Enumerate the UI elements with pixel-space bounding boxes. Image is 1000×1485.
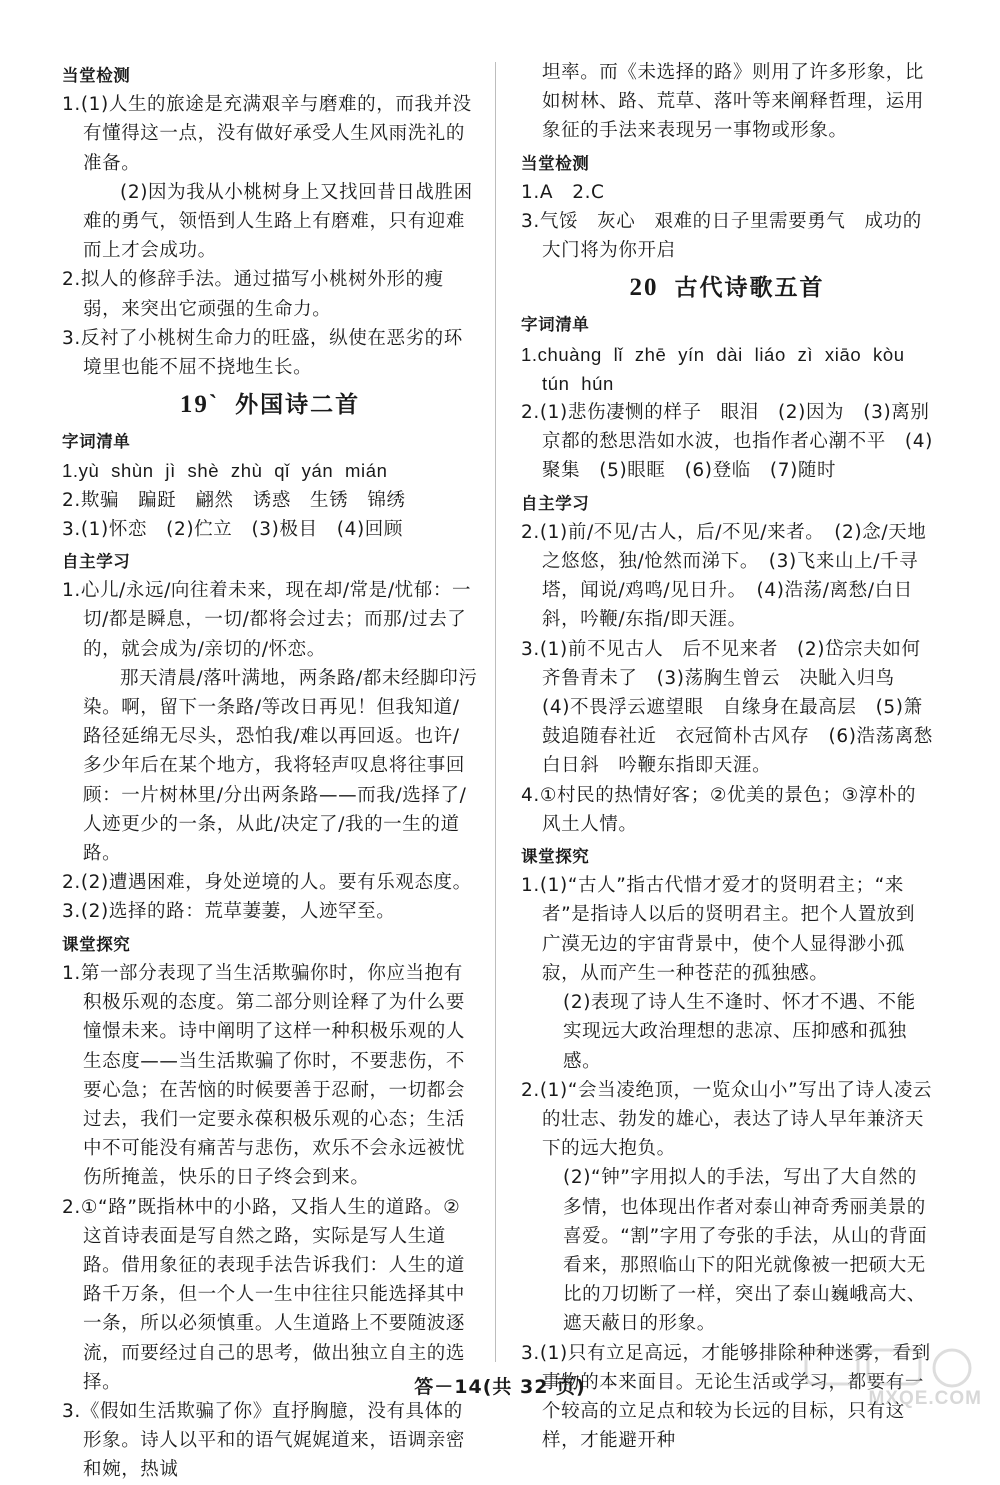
answer-item: 2.(1)前/不见/古人，后/不见/来者。 (2)念/天地之悠悠，独/怆然而涕下。 (3)飞来山上/千寻塔，闻说/鸡鸣/见日升。 (4)浩荡/离愁/白日斜，吟鞭/东指/即天涯。: [521, 521, 927, 631]
lesson-title: [521, 272, 933, 304]
answer-item: 2.(2)遭遇困难，身处逆境的人。要有乐观态度。: [62, 872, 472, 894]
answer-item: 3.(2)选择的路：荒草萋萋，人迹罕至。: [62, 901, 396, 923]
answer-item: 那天清晨/落叶满地，两条路/都未经脚印污染。啊，留下一条路/等改日再见！但我知道/路径延绵无尽头，恐怕我/难以再回返。也许/多少年后在某个地方，我将轻声叹息将往事回顾：一片树林里/分出两条路——而我/选择了/人迹更少的一条，从此/决定了/我的一生的道路。: [83, 667, 478, 865]
answer-item: 1.(1)人生的旅途是充满艰辛与磨难的，而我并没有懂得这一点，没有做好承受人生风雨洗礼的准备。: [62, 94, 472, 174]
answer-item: 1.第一部分表现了当生活欺骗你时，你应当抱有积极乐观的态度。第二部分则诠释了为什么要憧憬未来。诗中阐明了这样一种积极乐观的人生态度——当生活欺骗了你时，不要悲伤，不要心急；在苦恼的时候要善于忍耐，一切都会过去，我们一定要永葆积极乐观的心态；生活中不可能没有痛苦与悲伤，欢乐不会永远被忧伤所掩盖，快乐的日子终会到来。: [62, 962, 466, 1189]
lesson-title: [62, 389, 478, 421]
answer-item: 3.(1)前不见古人 后不见来者 (2)岱宗夫如何 齐鲁青未了 (3)荡胸生曾云 决眦入归鸟 (4)不畏浮云遮望眼 自缘身在最高层 (5)箫鼓追随春社近 衣冠简朴古风存 (6)浩荡离愁白日斜 吟鞭东指即天涯。: [521, 638, 940, 777]
section-heading: 字词清单: [62, 432, 131, 452]
section-heading: 当堂检测: [62, 66, 131, 85]
answer-item: 3.《假如生活欺骗了你》直抒胸臆，没有具体的形象。诗人以平和的语气娓娓道来，语调亲密和婉，热诚: [62, 1400, 466, 1481]
lesson-name: 外国诗二首: [235, 392, 361, 419]
section-heading: 字词清单: [521, 315, 590, 335]
answer-item: (2)“钟”字用拟人的手法，写出了大自然的多情，也体现出作者对泰山神奇秀丽美景的喜爱。“割”字用了夸张的手法，从山的背面看来，那照临山下的阳光就像被一把硕大无比的刀切断了一样，突出了泰山巍峨高大、遮天蔽日的形象。: [563, 1167, 928, 1335]
page-number: 答－14(共 32 页): [414, 1376, 586, 1398]
answer-item: 3.(1)怀恋 (2)伫立 (3)极目 (4)回顾: [62, 518, 403, 540]
watermark-logo: [802, 1346, 992, 1412]
pinyin-answers: 1.chuàng lǐ zhē yín dài liáo zì xiāo kòu tún hún: [521, 343, 905, 394]
pinyin-answers: 1.yù shùn jì shè zhù qǐ yán mián: [62, 460, 388, 482]
answer-item: (2)表现了诗人生不逢时、怀才不遇、不能实现远大政治理想的悲凉、压抑感和孤独感。: [563, 992, 916, 1072]
section-heading: 当堂检测: [521, 153, 590, 173]
column-divider: [495, 62, 496, 1362]
answer-item: (2)因为我从小桃树身上又找回昔日战胜困难的勇气，领悟到人生路上有磨难，只有迎难而上才会成功。: [83, 181, 473, 262]
answer-item: 1.A 2.C: [521, 181, 605, 203]
lesson-name: 古代诗歌五首: [674, 275, 825, 302]
section-heading: 自主学习: [521, 493, 590, 513]
answer-item: 2.欺骗 蹁跹 翩然 诱惑 生锈 锦绣: [62, 489, 406, 511]
answer-item: 1.心儿/永远/向往着未来，现在却/常是/忧郁：一切/都是瞬息，一切/都将会过去；而那/过去了的，就会成为/亲切的/怀恋。: [62, 580, 472, 660]
lesson-number: 19`: [179, 391, 220, 419]
section-heading: 课堂探究: [62, 934, 131, 954]
right-column: [521, 58, 940, 1455]
answer-item: 3.气馁 灰心 艰难的日子里需要勇气 成功的大门将为你开启: [521, 211, 922, 262]
section-heading: 课堂探究: [521, 847, 590, 867]
answer-item: 2.拟人的修辞手法。通过描写小桃树外形的瘦弱，来突出它顽强的生命力。: [62, 269, 444, 320]
left-column: [62, 58, 478, 1485]
answer-continuation: 坦率。而《未选择的路》则用了许多形象，比如树林、路、荒草、落叶等来阐释哲理，运用象征的手法来表现另一事物或形象。: [542, 62, 925, 142]
answer-item: 3.(1)只有立足高远，才能够排除种种迷雾，看到事物的本来面目。无论生活或学习，都要有一个较高的立足点和较为长远的目标，只有这样，才能避开种: [521, 1342, 931, 1452]
answer-item: 2.(1)悲伤凄恻的样子 眼泪 (2)因为 (3)离别京都的愁思浩如水波，也指作者心潮不平 (4)聚集 (5)眼眶 (6)登临 (7)随时: [521, 402, 933, 482]
answer-item: 4.①村民的热情好客；②优美的景色；③淳朴的风土人情。: [521, 784, 917, 835]
lesson-number: 20: [629, 274, 659, 302]
answer-item: 1.(1)“古人”指古代惜才爱才的贤明君主；“来者”是指诗人以后的贤明君主。把个人置放到广漠无边的宇宙背景中，使个人显得渺小孤寂，从而产生一种苍茫的孤独感。: [521, 875, 916, 984]
answer-item: 2.(1)“会当凌绝顶，一览众山小”写出了诗人凌云的壮志、勃发的雄心，表达了诗人早年兼济天下的远大抱负。: [521, 1079, 933, 1160]
answer-item: 3.反衬了小桃树生命力的旺盛，纵使在恶劣的环境里也能不屈不挠地生长。: [62, 327, 463, 379]
answer-item: 2.①“路”既指林中的小路，又指人生的道路。②这首诗表面是写自然之路，实际是写人生道路。借用象征的表现手法告诉我们：人生的道路千万条，但一个人一生中往往只能选择其中一条，所以必须慎重。人生道路上不要随波逐流，而要经过自己的思考，做出独立自主的选择。: [62, 1196, 466, 1393]
watermark-site: MXQE.COM: [868, 1388, 982, 1409]
section-heading: 自主学习: [62, 552, 131, 572]
